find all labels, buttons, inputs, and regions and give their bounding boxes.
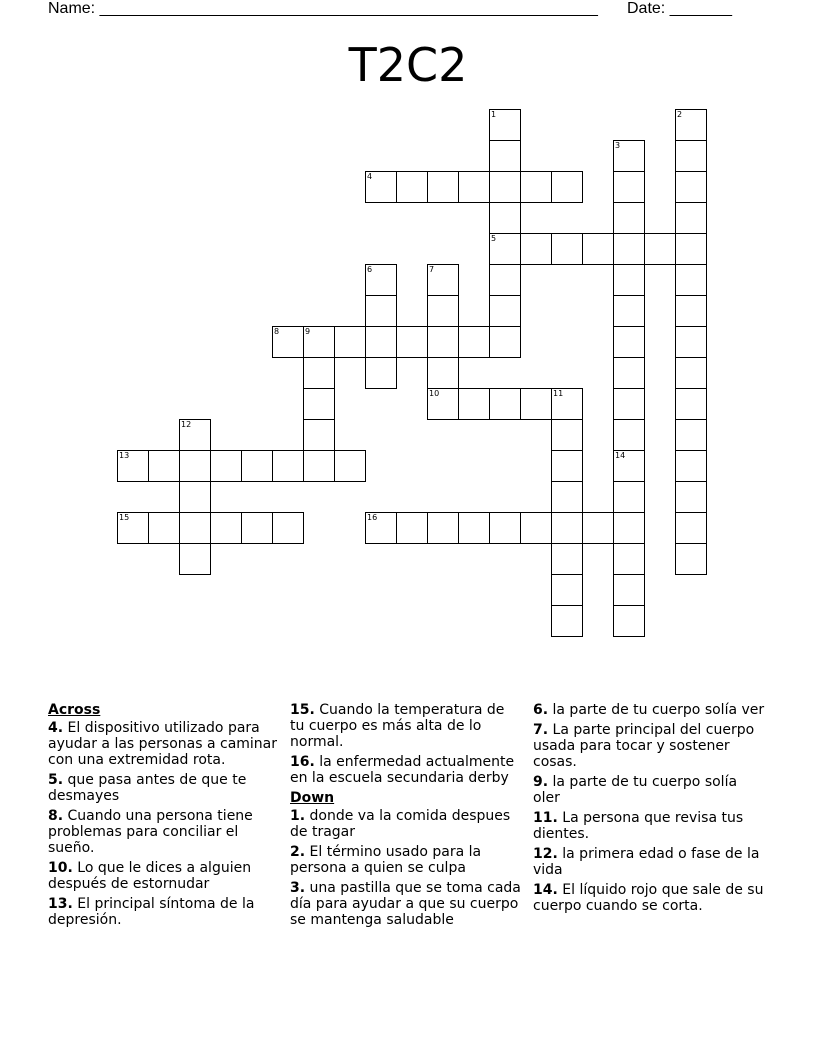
grid-cell[interactable]	[489, 264, 521, 296]
date-field[interactable]: Date: _______	[627, 0, 732, 17]
grid-cell[interactable]	[458, 171, 490, 203]
grid-cell[interactable]	[613, 357, 645, 389]
grid-cell[interactable]	[365, 357, 397, 389]
grid-cell[interactable]	[427, 512, 459, 544]
grid-cell[interactable]	[520, 512, 552, 544]
clue-down-14: 14. El líquido rojo que sale de su cuerpo cuando se corta.	[533, 882, 764, 914]
clue-across-10: 10. Lo que le dices a alguien después de estornudar	[48, 860, 252, 892]
clues-column-3	[533, 702, 765, 918]
grid-cell[interactable]	[613, 388, 645, 420]
grid-cell[interactable]	[334, 450, 366, 482]
grid-cell[interactable]	[675, 450, 707, 482]
grid-cell[interactable]	[427, 388, 459, 420]
grid-cell[interactable]	[613, 140, 645, 172]
page-title: T2C2	[348, 38, 468, 92]
cell-number: 12	[181, 420, 192, 429]
grid-cell[interactable]	[303, 388, 335, 420]
cell-number: 4	[367, 172, 373, 181]
grid-cell[interactable]	[613, 264, 645, 296]
grid-cell[interactable]	[210, 450, 242, 482]
grid-cell[interactable]	[613, 295, 645, 327]
grid-cell[interactable]	[551, 605, 583, 637]
clue-across-16: 16. la enfermedad actualmente en la escuela secundaria derby	[290, 754, 515, 786]
grid-cell[interactable]	[489, 233, 521, 265]
cell-number: 5	[491, 234, 497, 243]
grid-cell[interactable]	[551, 388, 583, 420]
cell-number: 13	[119, 451, 130, 460]
grid-cell[interactable]	[179, 481, 211, 513]
clue-across-5: 5. que pasa antes de que te desmayes	[48, 772, 247, 804]
grid-cell[interactable]	[613, 326, 645, 358]
cell-number: 2	[677, 110, 683, 119]
grid-cell[interactable]	[675, 202, 707, 234]
clue-down-11: 11. La persona que revisa tus dientes.	[533, 810, 744, 842]
grid-cell[interactable]	[489, 512, 521, 544]
clue-across-8: 8. Cuando una persona tiene problemas para conciliar el sueño.	[48, 808, 253, 856]
clue-down-6: 6. la parte de tu cuerpo solía ver	[533, 702, 765, 718]
cell-number: 8	[274, 327, 280, 336]
grid-cell[interactable]	[551, 512, 583, 544]
grid-cell[interactable]	[675, 264, 707, 296]
grid-cell[interactable]	[489, 295, 521, 327]
grid-cell[interactable]	[489, 202, 521, 234]
clue-down-3: 3. una pastilla que se toma cada día para ayudar a que su cuerpo se mantenga saludable	[290, 880, 521, 928]
grid-cell[interactable]	[489, 171, 521, 203]
grid-cell[interactable]	[427, 171, 459, 203]
grid-cell[interactable]	[613, 605, 645, 637]
grid-cell[interactable]	[148, 512, 180, 544]
grid-cell[interactable]	[179, 543, 211, 575]
grid-cell[interactable]	[551, 574, 583, 606]
cell-number: 1	[491, 110, 497, 119]
grid-cell[interactable]	[613, 233, 645, 265]
grid-cell[interactable]	[396, 326, 428, 358]
clue-down-7: 7. La parte principal del cuerpo usada para tocar y sostener cosas.	[533, 722, 755, 770]
clue-down-1: 1. donde va la comida despues de tragar	[290, 808, 511, 840]
grid-cell[interactable]	[117, 512, 149, 544]
across-heading: Across	[48, 702, 101, 718]
grid-cell[interactable]	[582, 512, 614, 544]
grid-cell[interactable]	[179, 512, 211, 544]
grid-cell[interactable]	[272, 326, 304, 358]
grid-cell[interactable]	[272, 512, 304, 544]
cell-number: 6	[367, 265, 373, 274]
grid-cell[interactable]	[489, 140, 521, 172]
grid-cell[interactable]	[458, 388, 490, 420]
grid-cell[interactable]	[396, 512, 428, 544]
cell-number: 7	[429, 265, 435, 274]
grid-cell[interactable]	[427, 295, 459, 327]
clue-down-9: 9. la parte de tu cuerpo solía oler	[533, 774, 738, 806]
grid-cell[interactable]	[613, 543, 645, 575]
grid-cell[interactable]	[675, 543, 707, 575]
clue-down-12: 12. la primera edad o fase de la vida	[533, 846, 760, 878]
clues-column-2	[290, 702, 522, 932]
cell-number: 10	[429, 389, 440, 398]
grid-cell[interactable]	[675, 109, 707, 141]
grid-cell[interactable]	[520, 171, 552, 203]
grid-cell[interactable]	[675, 481, 707, 513]
grid-cell[interactable]	[241, 450, 273, 482]
grid-cell[interactable]	[551, 450, 583, 482]
grid-cell[interactable]	[365, 264, 397, 296]
grid-cell[interactable]	[427, 326, 459, 358]
grid-cell[interactable]	[675, 171, 707, 203]
grid-cell[interactable]	[520, 388, 552, 420]
grid-cell[interactable]	[613, 481, 645, 513]
grid-cell[interactable]	[551, 171, 583, 203]
grid-cell[interactable]	[613, 419, 645, 451]
grid-cell[interactable]	[179, 450, 211, 482]
grid-cell[interactable]	[551, 233, 583, 265]
grid-cell[interactable]	[551, 543, 583, 575]
grid-cell[interactable]	[396, 171, 428, 203]
cell-number: 11	[553, 389, 564, 398]
grid-cell[interactable]	[675, 512, 707, 544]
grid-cell[interactable]	[675, 388, 707, 420]
grid-cell[interactable]	[489, 109, 521, 141]
grid-cell[interactable]	[675, 357, 707, 389]
grid-cell[interactable]	[334, 326, 366, 358]
grid-cell[interactable]	[365, 512, 397, 544]
grid-cell[interactable]	[272, 450, 304, 482]
grid-cell[interactable]	[427, 357, 459, 389]
grid-cell[interactable]	[365, 295, 397, 327]
grid-cell[interactable]	[458, 512, 490, 544]
clue-across-4: 4. El dispositivo utilizado para ayudar a las personas a caminar con una extremidad rota.	[48, 720, 278, 768]
grid-cell[interactable]	[613, 574, 645, 606]
grid-cell[interactable]	[148, 450, 180, 482]
clue-across-15: 15. Cuando la temperatura de tu cuerpo es más alta de lo normal.	[290, 702, 505, 750]
grid-cell[interactable]	[644, 233, 676, 265]
grid-cell[interactable]	[582, 233, 614, 265]
grid-cell[interactable]	[365, 326, 397, 358]
grid-cell[interactable]	[303, 450, 335, 482]
grid-cell[interactable]	[489, 388, 521, 420]
grid-cell[interactable]	[675, 233, 707, 265]
grid-cell[interactable]	[613, 202, 645, 234]
grid-cell[interactable]	[675, 326, 707, 358]
grid-cell[interactable]	[613, 512, 645, 544]
grid-cell[interactable]	[117, 450, 149, 482]
grid-cell[interactable]	[613, 450, 645, 482]
grid-cell[interactable]	[427, 264, 459, 296]
grid-cell[interactable]	[458, 326, 490, 358]
grid-cell[interactable]	[551, 419, 583, 451]
grid-cell[interactable]	[675, 295, 707, 327]
cell-number: 3	[615, 141, 621, 150]
clue-across-13: 13. El principal síntoma de la depresión.	[48, 896, 255, 928]
cell-number: 9	[305, 327, 311, 336]
grid-cell[interactable]	[303, 419, 335, 451]
grid-cell[interactable]	[613, 171, 645, 203]
cell-number: 16	[367, 513, 378, 522]
clue-down-2: 2. El término usado para la persona a quien se culpa	[290, 844, 482, 876]
grid-cell[interactable]	[303, 357, 335, 389]
grid-cell[interactable]	[365, 171, 397, 203]
grid-cell[interactable]	[675, 140, 707, 172]
grid-cell[interactable]	[551, 481, 583, 513]
cell-number: 14	[615, 451, 626, 460]
grid-cell[interactable]	[241, 512, 273, 544]
cell-number: 15	[119, 513, 130, 522]
grid-cell[interactable]	[210, 512, 242, 544]
grid-cell[interactable]	[675, 419, 707, 451]
grid-cell[interactable]	[489, 326, 521, 358]
clues-column-1	[48, 702, 280, 932]
down-heading: Down	[290, 790, 335, 806]
grid-cell[interactable]	[520, 233, 552, 265]
name-field[interactable]: Name: ________________________________________________________	[48, 0, 598, 17]
grid-cell[interactable]	[303, 326, 335, 358]
grid-cell[interactable]	[179, 419, 211, 451]
